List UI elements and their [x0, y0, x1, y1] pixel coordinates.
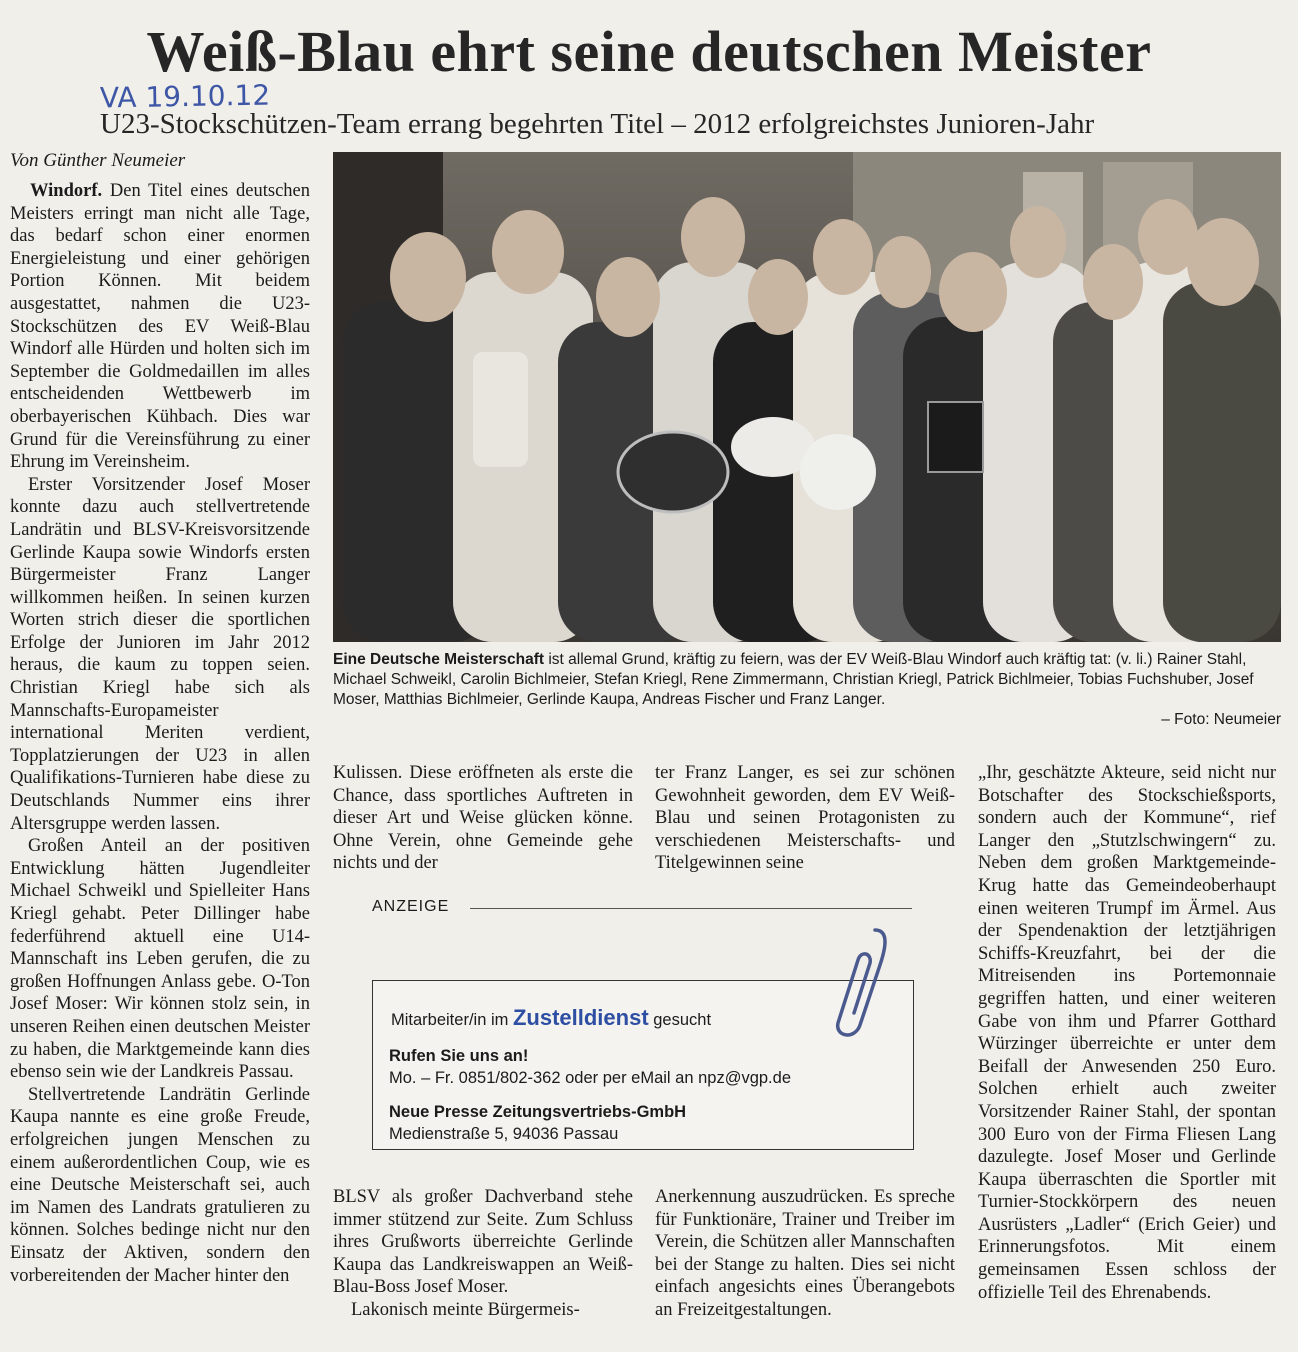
- ad-headline: Mitarbeiter/in im Zustelldienst gesucht: [391, 1005, 712, 1030]
- paragraph: Kulissen. Diese eröffneten als erste die Chance, dass sportliches Auftreten in dieser Art und Weise glücken könne. Ohne Verein, ohne Gemeinde gehe nichts und der: [333, 763, 633, 874]
- column-2-bottom: [333, 1186, 633, 1322]
- ad-address: Medienstraße 5, 94036 Passau: [389, 1125, 619, 1143]
- paperclip-icon: [830, 925, 890, 1045]
- caption-lead: Eine Deutsche Meisterschaft: [333, 651, 545, 668]
- paragraph: Windorf. Den Titel eines deutschen Meisters erringt man nicht alle Tage, das bedarf schon einer enormen Energieleistung und einer gehörigen Portion Können. Mit beidem ausgestattet, nahmen die U23-Stockschützen des EV Weiß-Blau Windorf alle Hürden und holten sich im September die Goldmedaillen im alles entscheidenden Wettbewerb im oberbayerischen Kühbach. Dies war Grund für die Vereinsführung zu einer Ehrung im Vereinsheim.: [10, 181, 310, 473]
- dateline: Windorf.: [30, 181, 103, 201]
- column-2-top: [333, 762, 633, 875]
- column-3-bottom: [655, 1186, 955, 1322]
- ad-brand: Zustelldienst: [512, 1005, 649, 1030]
- column-1: [10, 180, 310, 1287]
- byline: Von Günther Neumeier: [10, 150, 186, 171]
- headline: Weiß-Blau ehrt seine deutschen Meister: [146, 19, 1152, 84]
- group-photo-illustration: [333, 152, 1281, 642]
- date-stamp: VA 19.10.12: [99, 78, 271, 115]
- photo-caption: [333, 650, 1281, 730]
- column-4: [978, 762, 1276, 1304]
- photo-credit: – Foto: Neumeier: [1161, 711, 1281, 728]
- paragraph: „Ihr, geschätzte Akteure, seid nicht nur Botschafter des Stockschießsports, sondern auch der Kommune“, rief Langer den „Stutzlschwingern“ zu. Neben dem großen Marktgemeinde-Krug hatte das Gemeindeoberhaupt einen weiteren Trumpf im Ärmel. Aus der Spendenaktion der letztjährigen Schiffs-Kreuzfahrt, bei der die Mitreisenden ins Portemonnaie gegriffen hatten, und einer weiteren Gabe von ihm und Pfarrer Gotthard Würzinger überreichte er unter dem Beifall der Anwesenden 250 Euro. Solchen erhielt auch zweiter Vorsitzender Rainer Stahl, der spontan 300 Euro von der Firma Fliesen Lang dazulegte. Josef Moser und Gerlinde Kaupa überraschten die Sportler mit Turnier-Stockkörpern des neuen Ausrüsters „Ladler“ (Erich Geier) und Erinnerungsfotos. Mit einem gemeinsamen Essen schloss der offizielle Teil des Ehrenabends.: [978, 763, 1276, 1303]
- ad-contact: Mo. – Fr. 0851/802-362 oder per eMail an npz@vgp.de: [389, 1069, 791, 1087]
- caption-text: ist allemal Grund, kräftig zu feiern, was der EV Weiß-Blau Windorf auch kräftig tat: (v. li.) Rainer Stahl, Michael Schweikl, Carolin Bichlmeier, Stefan Kriegl, Rene Zimmermann, Christian Kriegl, Patrick Bichlmeier, Tobias Fuchshuber, Josef Moser, Matthias Bichlmeier, Gerlinde Kaupa, Andreas Fischer und Franz Langer.: [333, 651, 1254, 708]
- paragraph: Großen Anteil an der positiven Entwicklung hätten Jugendleiter Michael Schweikl und Spielleiter Hans Kriegl gehabt. Peter Dillinger habe federführend aktuell eine U14-Mannschaft ins Leben gerufen, die zu großen Hoffnungen Anlass gebe. O-Ton Josef Moser: Wir können stolz sein, in unseren Reihen einen deutschen Meister zu haben, die Marktgemeinde kann dies ebenso sein wie der Landkreis Passau.: [10, 836, 310, 1083]
- paragraph: Anerkennung auszudrücken. Es spreche für Funktionäre, Trainer und Treiber im Verein, die Schützen aller Mannschaften bei der Stange zu halten. Dies sei nicht einfach angesichts eines Überangebots an Freizeitgestaltungen.: [655, 1187, 955, 1320]
- paragraph: BLSV als großer Dachverband stehe immer stützend zur Seite. Zum Schluss ihres Grußworts überreichte Gerlinde Kaupa das Landkreiswappen an Weiß-Blau-Boss Josef Moser.: [333, 1187, 633, 1298]
- group-photo: [333, 152, 1281, 642]
- ad-call: Rufen Sie uns an!: [389, 1047, 529, 1065]
- paragraph: ter Franz Langer, es sei zur schönen Gewohnheit geworden, dem EV Weiß-Blau und seinen Protagonisten zu verschiedenen Meisterschafts- und Titelgewinnen seine: [655, 763, 955, 874]
- subheadline: U23-Stockschützen-Team errang begehrten Titel – 2012 erfolgreichstes Junioren-Jahr: [100, 108, 1095, 140]
- anzeige-divider: [470, 908, 912, 909]
- paragraph: Lakonisch meinte Bürgermeis-: [351, 1299, 580, 1320]
- anzeige-label: ANZEIGE: [372, 898, 450, 915]
- column-3-top: [655, 762, 955, 875]
- ad-company: Neue Presse Zeitungsvertriebs-GmbH: [389, 1103, 687, 1121]
- paragraph: Erster Vorsitzender Josef Moser konnte dazu auch stellvertretende Landrätin und BLSV-Kreisvorsitzende Gerlinde Kaupa sowie Windorfs ersten Bürgermeister Franz Langer willkommen heißen. In seinen kurzen Worten strich dieser die sportlichen Erfolge der Junioren im Jahr 2012 heraus, die kaum zu toppen seien. Christian Kriegl habe sich als Mannschafts-Europameister international Meriten verdient, Topplatzierungen der U23 in allen Qualifikations-Turnieren habe diese zu Deutschlands Nummer eins ihrer Altersgruppe werden lassen.: [10, 474, 310, 834]
- paragraph: Stellvertretende Landrätin Gerlinde Kaupa nannte es eine große Freude, erfolgreichen jungen Menschen zu einem außerordentlichen Coup, wie es eine Deutsche Meisterschaft sei, auch im Namen des Landrats gratulieren zu können. Solches bedinge nicht nur den Einsatz der Aktiven, sondern den vorbereitenden der Macher hinter den: [10, 1084, 310, 1286]
